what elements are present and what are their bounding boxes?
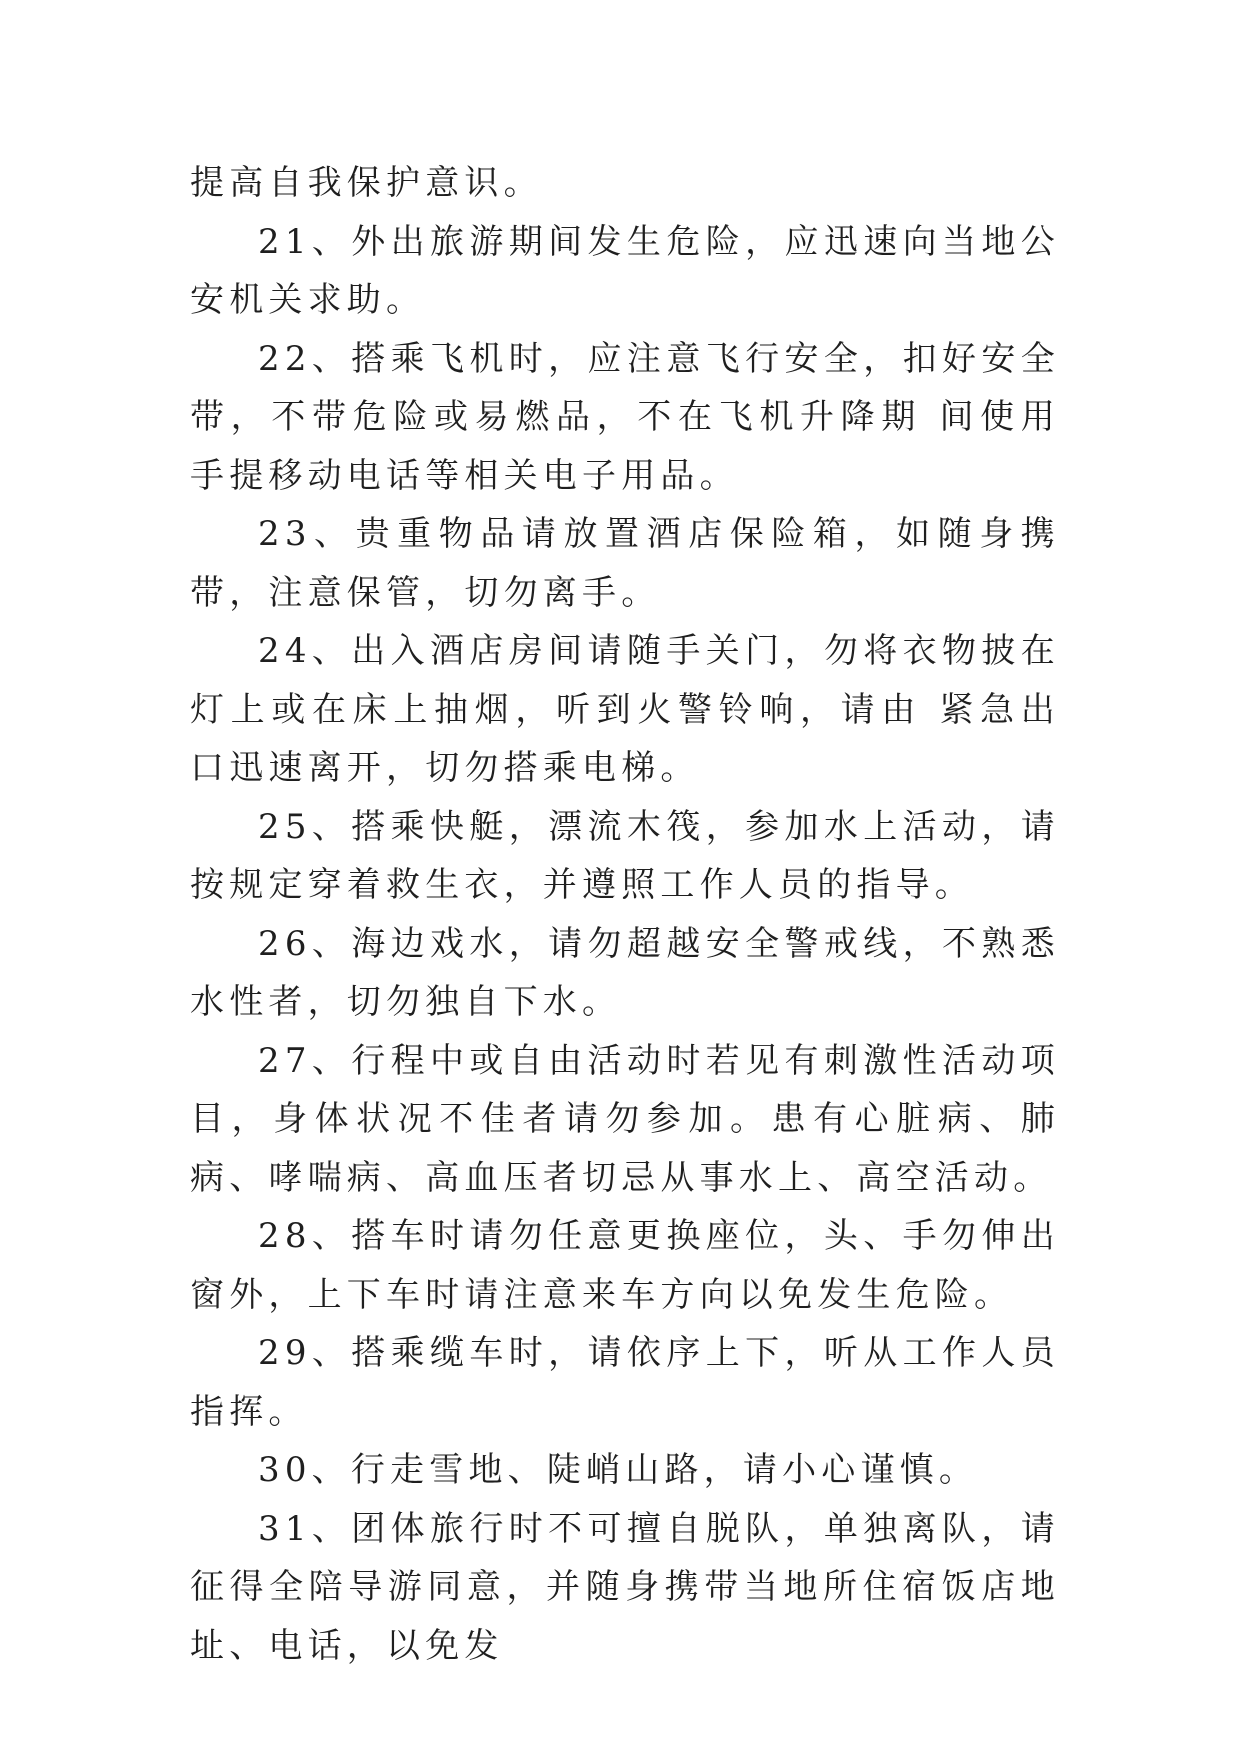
paragraph-item-23: 23、贵重物品请放置酒店保险箱，如随身携带，注意保管，切勿离手。	[190, 514, 1060, 613]
paragraph-item-30: 30、行走雪地、陡峭山路，请小心谨慎。	[258, 1450, 979, 1490]
paragraph-continuation: 提高自我保护意识。	[190, 163, 543, 203]
paragraph-item-21: 21、外出旅游期间发生危险，应迅速向当地公安机关求助。	[190, 221, 1060, 320]
paragraph-item-28: 28、搭车时请勿任意更换座位，头、手勿伸出窗外，上下车时请注意来车方向以免发生危险。	[190, 1216, 1060, 1315]
paragraph-item-22: 22、搭乘飞机时，应注意飞行安全，扣好安全带，不带危险或易燃品，不在飞机升降期 间使用手提移动电话等相关电子用品。	[190, 338, 1060, 496]
document-body	[190, 154, 1060, 1675]
paragraph-item-29: 29、搭乘缆车时，请依序上下，听从工作人员指挥。	[190, 1333, 1060, 1432]
paragraph-item-24: 24、出入酒店房间请随手关门，勿将衣物披在灯上或在床上抽烟，听到火警铃响，请由 紧急出口迅速离开，切勿搭乘电梯。	[190, 631, 1060, 788]
paragraph-item-26: 26、海边戏水，请勿超越安全警戒线，不熟悉水性者，切勿独自下水。	[190, 923, 1060, 1022]
paragraph-item-27: 27、行程中或自由活动时若见有刺激性活动项目，身体状况不佳者请勿参加。患有心脏病、肺病、哮喘病、高血压者切忌从事水上、高空活动。	[190, 1040, 1060, 1198]
paragraph-item-31: 31、团体旅行时不可擅自脱队，单独离队，请征得全陪导游同意，并随身携带当地所住宿饭店地址、电话，以免发	[190, 1508, 1060, 1666]
paragraph-item-25: 25、搭乘快艇，漂流木筏，参加水上活动，请按规定穿着救生衣，并遵照工作人员的指导。	[190, 806, 1060, 905]
